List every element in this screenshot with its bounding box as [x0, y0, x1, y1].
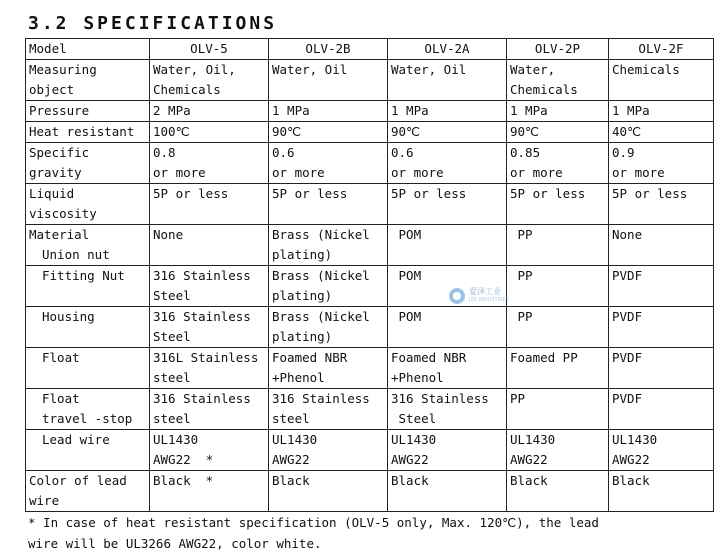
cell-text: UL1430 — [510, 432, 556, 447]
table-cell — [507, 143, 609, 184]
cell-text: PP — [510, 227, 533, 242]
cell-text: 316 Stainless — [153, 309, 251, 324]
table-cell — [269, 101, 388, 122]
cell-text: 40℃ — [612, 124, 642, 139]
cell-text: None — [612, 227, 643, 242]
table-cell — [507, 184, 609, 225]
table-row — [26, 348, 714, 389]
table-cell — [388, 143, 507, 184]
table-cell — [388, 389, 507, 430]
table-cell — [609, 122, 714, 143]
cell-text: 2 MPa — [153, 103, 191, 118]
table-header-row — [26, 39, 714, 60]
cell-text: UL1430 — [272, 432, 318, 447]
table-cell — [150, 101, 269, 122]
table-cell — [609, 307, 714, 348]
row-label: Material — [29, 227, 90, 242]
header-cell: OLV-2B — [269, 39, 388, 60]
cell-text: PVDF — [612, 391, 643, 406]
header-cell: OLV-5 — [150, 39, 269, 60]
cell-text: 316 Stainless — [153, 268, 251, 283]
table-cell — [269, 389, 388, 430]
table-cell — [507, 225, 609, 266]
table-cell — [388, 184, 507, 225]
table-cell — [507, 266, 609, 307]
row-label-cell — [26, 348, 150, 389]
table-row — [26, 266, 714, 307]
cell-text: Chemicals — [153, 82, 221, 97]
table-cell — [388, 307, 507, 348]
table-cell — [269, 60, 388, 101]
cell-text: 1 MPa — [510, 103, 548, 118]
table-row — [26, 225, 714, 266]
table-cell — [150, 143, 269, 184]
table-cell — [150, 471, 269, 512]
table-cell — [609, 143, 714, 184]
cell-text: Brass (Nickel — [272, 227, 370, 242]
table-cell — [388, 430, 507, 471]
cell-text: Black — [510, 473, 548, 488]
cell-text: 5P or less — [510, 186, 586, 201]
cell-text: 0.9 — [612, 145, 635, 160]
row-label: gravity — [29, 165, 82, 180]
table-cell — [609, 389, 714, 430]
table-row — [26, 389, 714, 430]
cell-text: Steel — [391, 411, 437, 426]
cell-text: AWG22 — [272, 452, 310, 467]
table-cell — [507, 60, 609, 101]
row-label: Float — [42, 350, 80, 365]
row-label-cell — [26, 471, 150, 512]
cell-text: PVDF — [612, 268, 643, 283]
table-cell — [269, 307, 388, 348]
table-cell — [150, 307, 269, 348]
cell-text: 5P or less — [272, 186, 348, 201]
table-cell — [507, 101, 609, 122]
table-cell — [609, 184, 714, 225]
cell-text: 5P or less — [612, 186, 688, 201]
row-label: Housing — [42, 309, 95, 324]
watermark-line1: 爱泽工业 — [469, 287, 501, 296]
table-cell — [150, 348, 269, 389]
table-cell — [150, 225, 269, 266]
table-cell — [269, 266, 388, 307]
table-cell — [507, 122, 609, 143]
table-row — [26, 307, 714, 348]
table-cell — [269, 471, 388, 512]
cell-text: PP — [510, 268, 533, 283]
table-cell — [269, 348, 388, 389]
row-label: object — [29, 82, 75, 97]
row-label: Fitting Nut — [42, 268, 125, 283]
table-cell — [388, 60, 507, 101]
table-cell — [609, 225, 714, 266]
table-cell — [269, 225, 388, 266]
cell-text: 1 MPa — [391, 103, 429, 118]
cell-text: Water, Oil — [391, 62, 467, 77]
specifications-table — [25, 38, 714, 512]
cell-text: steel — [153, 370, 191, 385]
cell-text: 90℃ — [391, 124, 421, 139]
table-row — [26, 60, 714, 101]
row-label: Lead wire — [42, 432, 110, 447]
cell-text: Steel — [153, 288, 191, 303]
row-label: wire — [29, 493, 60, 508]
cell-text: 316 Stainless — [391, 391, 489, 406]
header-cell: OLV-2A — [388, 39, 507, 60]
cell-text: AWG22 — [391, 452, 429, 467]
row-label-cell — [26, 60, 150, 101]
cell-text: None — [153, 227, 184, 242]
cell-text: 90℃ — [510, 124, 540, 139]
cell-text: or more — [510, 165, 563, 180]
table-cell — [150, 122, 269, 143]
cell-text: 0.6 — [272, 145, 295, 160]
cell-text: plating) — [272, 247, 333, 262]
header-cell: Model — [26, 39, 150, 60]
cell-text: PVDF — [612, 309, 643, 324]
row-label: Liquid — [29, 186, 75, 201]
cell-text: Black * — [153, 473, 214, 488]
watermark-line2: IZE INDUSTRIES — [469, 297, 509, 303]
table-cell — [507, 348, 609, 389]
row-label-cell — [26, 430, 150, 471]
cell-text: AWG22 — [612, 452, 650, 467]
cell-text: Black — [272, 473, 310, 488]
table-cell — [609, 348, 714, 389]
cell-text: steel — [272, 411, 310, 426]
cell-text: PP — [510, 391, 526, 406]
cell-text: Foamed NBR — [272, 350, 348, 365]
cell-text: UL1430 — [612, 432, 658, 447]
cell-text: 1 MPa — [272, 103, 310, 118]
table-cell — [507, 471, 609, 512]
cell-text: plating) — [272, 329, 333, 344]
footnote — [28, 512, 599, 554]
row-label: travel -stop — [42, 411, 133, 426]
cell-text: steel — [153, 411, 191, 426]
cell-text: or more — [153, 165, 206, 180]
row-label: Specific — [29, 145, 90, 160]
header-cell: OLV-2F — [609, 39, 714, 60]
cell-text: +Phenol — [391, 370, 444, 385]
cell-text: POM — [391, 227, 422, 242]
cell-text: 0.8 — [153, 145, 176, 160]
cell-text: 5P or less — [391, 186, 467, 201]
table-cell — [388, 348, 507, 389]
table-cell — [507, 307, 609, 348]
cell-text: Black — [391, 473, 429, 488]
watermark-logo — [449, 287, 509, 305]
cell-text: Black — [612, 473, 650, 488]
cell-text: 316 Stainless — [153, 391, 251, 406]
row-label-cell — [26, 122, 150, 143]
cell-text: Chemicals — [510, 82, 578, 97]
cell-text: PP — [510, 309, 533, 324]
row-label-cell — [26, 101, 150, 122]
row-label-cell — [26, 184, 150, 225]
table-cell — [269, 430, 388, 471]
section-title: 3.2 SPECIFICATIONS — [28, 13, 278, 34]
cell-text: AWG22 — [510, 452, 548, 467]
cell-text: Brass (Nickel — [272, 309, 370, 324]
table-cell — [150, 430, 269, 471]
table-row — [26, 122, 714, 143]
cell-text: +Phenol — [272, 370, 325, 385]
cell-text: Chemicals — [612, 62, 680, 77]
table-row — [26, 143, 714, 184]
cell-text: 90℃ — [272, 124, 302, 139]
table-cell — [269, 184, 388, 225]
row-label: viscosity — [29, 206, 97, 221]
table-cell — [269, 143, 388, 184]
table-cell — [609, 101, 714, 122]
table-cell — [388, 122, 507, 143]
cell-text: plating) — [272, 288, 333, 303]
table-cell — [388, 471, 507, 512]
cell-text: POM — [391, 268, 422, 283]
table-row — [26, 184, 714, 225]
row-label: Color of lead — [29, 473, 127, 488]
row-label: Pressure — [29, 103, 90, 118]
cell-text: Water, Oil, — [153, 62, 236, 77]
table-cell — [150, 266, 269, 307]
table-cell — [150, 389, 269, 430]
cell-text: Foamed PP — [510, 350, 578, 365]
cell-text: Steel — [153, 329, 191, 344]
table-row — [26, 471, 714, 512]
row-label: Heat resistant — [29, 124, 135, 139]
table-cell — [388, 101, 507, 122]
table-cell — [150, 60, 269, 101]
table-cell — [507, 389, 609, 430]
cell-text: 5P or less — [153, 186, 229, 201]
cell-text: POM — [391, 309, 422, 324]
row-label-cell — [26, 307, 150, 348]
cell-text: 100℃ — [153, 124, 190, 139]
cell-text: 316 Stainless — [272, 391, 370, 406]
table-cell — [609, 430, 714, 471]
row-label-cell — [26, 266, 150, 307]
table-cell — [507, 430, 609, 471]
table-row — [26, 101, 714, 122]
cell-text: or more — [612, 165, 665, 180]
row-label: Measuring — [29, 62, 97, 77]
table-cell — [609, 60, 714, 101]
cell-text: 316L Stainless — [153, 350, 259, 365]
cell-text: Water, — [510, 62, 556, 77]
row-label-cell — [26, 143, 150, 184]
company-logo-icon — [449, 288, 465, 304]
cell-text: Water, Oil — [272, 62, 348, 77]
row-label: Float — [42, 391, 80, 406]
cell-text: 0.85 — [510, 145, 541, 160]
cell-text: or more — [391, 165, 444, 180]
table-cell — [609, 266, 714, 307]
table-row — [26, 430, 714, 471]
cell-text: UL1430 — [391, 432, 437, 447]
cell-text: 0.6 — [391, 145, 414, 160]
footnote-line: * In case of heat resistant specification (OLV-5 only, Max. 120℃), the lead — [28, 515, 599, 530]
cell-text: UL1430 — [153, 432, 199, 447]
cell-text: 1 MPa — [612, 103, 650, 118]
header-cell: OLV-2P — [507, 39, 609, 60]
footnote-line: wire will be UL3266 AWG22, color white. — [28, 536, 322, 551]
cell-text: AWG22 * — [153, 452, 214, 467]
row-label: Union nut — [42, 247, 110, 262]
table-cell — [609, 471, 714, 512]
table-cell — [388, 225, 507, 266]
cell-text: Foamed NBR — [391, 350, 467, 365]
row-label-cell — [26, 225, 150, 266]
row-label-cell — [26, 389, 150, 430]
table-cell — [269, 122, 388, 143]
cell-text: Brass (Nickel — [272, 268, 370, 283]
cell-text: PVDF — [612, 350, 643, 365]
cell-text: or more — [272, 165, 325, 180]
table-cell — [150, 184, 269, 225]
